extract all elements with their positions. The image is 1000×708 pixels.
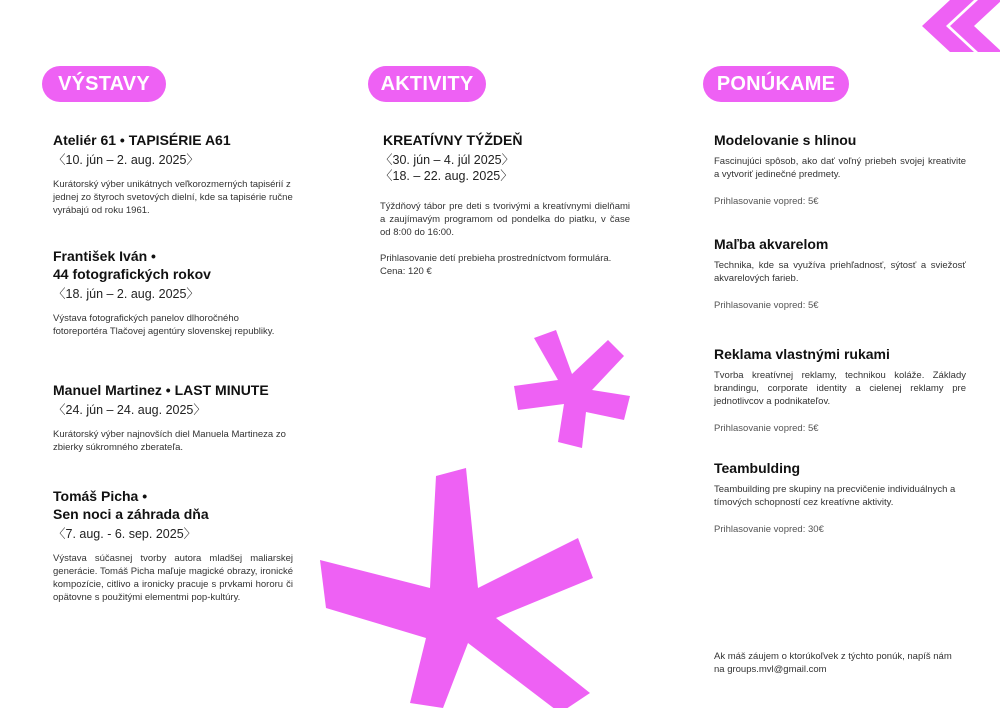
exhibition-description: Kurátorský výber najnovších diel Manuela Martineza zo zbierky súkromného zberateľa. [53, 429, 286, 453]
exhibition-title: Tomáš Picha • [53, 488, 148, 504]
contact-line-1: Ak máš záujem o ktorúkoľvek z týchto ponúk, napíš nám [714, 651, 952, 662]
double-chevron-left-icon [922, 0, 1000, 52]
exhibition-item [53, 381, 293, 454]
offer-item [714, 459, 970, 536]
offer-description: Teambuilding pre skupiny na precvičenie individuálnych a tímových schopností cez kreatívne aktivity. [714, 484, 956, 508]
exhibition-title: Ateliér 61 • TAPISÉRIE A61 [53, 132, 231, 148]
contact-email[interactable]: na groups.mvl@gmail.com [714, 664, 827, 675]
offer-description: Technika, kde sa využíva priehľadnosť, sýtosť a sviežosť akvarelových farieb. [714, 260, 966, 284]
exhibition-title-line2: Sen noci a záhrada dňa [53, 506, 209, 522]
offer-description: Fascinujúci spôsob, ako dať voľný priebeh svojej kreativite a vytvoriť jedinečné predmety. [714, 156, 966, 180]
contact-note [714, 650, 984, 676]
activity-date-1: 〈30. jún – 4. júl 2025〉 [380, 153, 515, 167]
activities-header: AKTIVITY [368, 66, 486, 102]
activity-description: Týždňový tábor pre deti s tvorivými a kreatívnymi dielňami a zaujímavým programom od pondelka do piatku, v čase od 8:00 do 16:00. [380, 201, 630, 238]
activity-title: KREATÍVNY TÝŽDEŇ [383, 132, 523, 148]
offer-item [714, 131, 966, 208]
exhibition-title-line2: 44 fotografických rokov [53, 266, 211, 282]
offers-header: PONÚKAME [703, 66, 849, 102]
activity-price: Cena: 120 € [380, 266, 432, 277]
exhibition-item [53, 487, 293, 604]
exhibition-date: 〈10. jún – 2. aug. 2025〉 [53, 153, 199, 167]
exhibition-item [53, 247, 293, 338]
offer-price: Prihlasovanie vopred: 5€ [714, 196, 819, 207]
exhibition-date: 〈18. jún – 2. aug. 2025〉 [53, 287, 199, 301]
exhibitions-header: VÝSTAVY [42, 66, 166, 102]
small-asterisk-shape [512, 330, 632, 450]
activity-item [380, 131, 630, 278]
activity-date-2: 〈18. – 22. aug. 2025〉 [380, 169, 513, 183]
large-asterisk-shape [318, 468, 598, 708]
offer-title: Teambulding [714, 460, 801, 476]
exhibition-date: 〈24. jún – 24. aug. 2025〉 [53, 403, 206, 417]
exhibition-date: 〈7. aug. - 6. sep. 2025〉 [53, 527, 197, 541]
exhibition-description: Výstava súčasnej tvorby autora mladšej maliarskej generácie. Tomáš Picha maľuje magické obrazy, ironické kompozície, citlivo a ironicky pracuje s prvkami hororu či opätovne s použitými elementmi pop-kultúry. [53, 553, 293, 603]
offer-title: Reklama vlastnými rukami [714, 346, 890, 362]
offer-price: Prihlasovanie vopred: 30€ [714, 524, 824, 535]
exhibition-title: František Iván • [53, 248, 156, 264]
offer-title: Modelovanie s hlinou [714, 132, 857, 148]
exhibition-title: Manuel Martinez • LAST MINUTE [53, 382, 269, 398]
offer-item [714, 345, 966, 435]
offer-price: Prihlasovanie vopred: 5€ [714, 300, 819, 311]
exhibition-description: Výstava fotografických panelov dlhoročného fotoreportéra Tlačovej agentúry slovenskej republiky. [53, 313, 275, 337]
exhibition-item [53, 131, 293, 217]
exhibition-description: Kurátorský výber unikátnych veľkorozmerných tapisérií z jednej zo štyroch svetových dielní, kde sa tapisérie ručne vyrábajú od roku 1961. [53, 179, 293, 216]
offer-item [714, 235, 966, 312]
activity-registration-note: Prihlasovanie detí prebieha prostredníctvom formulára. [380, 253, 612, 264]
offer-description: Tvorba kreatívnej reklamy, technikou koláže. Základy brandingu, corporate identity a cielenej reklamy pre jednotlivcov a podnikateľov. [714, 370, 966, 407]
offer-price: Prihlasovanie vopred: 5€ [714, 423, 819, 434]
offer-title: Maľba akvarelom [714, 236, 829, 252]
